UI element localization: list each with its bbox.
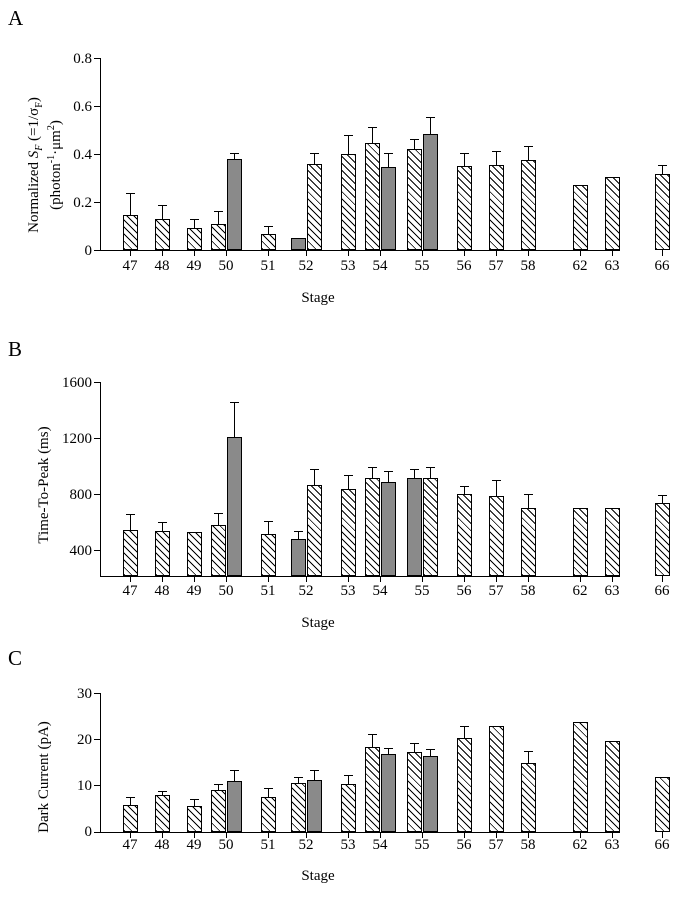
bar: [457, 738, 472, 832]
error-bar-cap: [190, 219, 199, 220]
panel-c: [0, 672, 670, 900]
error-bar-cap: [426, 467, 435, 468]
error-bar: [314, 470, 315, 485]
error-bar-cap: [230, 402, 239, 403]
error-bar: [464, 487, 465, 495]
x-tick-label: 55: [414, 258, 430, 274]
x-tick-label: 52: [298, 583, 314, 599]
panel-b-ylabel: Time-To-Peak (ms): [36, 426, 52, 544]
panel-a-ytick-4: 0.8: [73, 51, 92, 67]
error-bar-cap: [230, 770, 239, 771]
error-bar: [496, 481, 497, 496]
x-tick-label: 47: [122, 837, 138, 853]
bar: [423, 756, 438, 832]
panel-a-ylabel-line1: Normalized $S_F$ $(=1/\sigma_F)$: [26, 97, 45, 233]
error-bar-cap: [126, 514, 135, 515]
error-bar: [218, 212, 219, 224]
error-bar-cap: [384, 471, 393, 472]
bar: [227, 781, 242, 832]
bar: [155, 219, 170, 250]
bar: [211, 790, 226, 832]
bar: [407, 149, 422, 250]
error-bar: [130, 194, 131, 216]
x-tickmark: [528, 576, 529, 582]
bar: [381, 754, 396, 832]
x-tick-label: 51: [260, 837, 276, 853]
error-bar: [430, 468, 431, 478]
error-bar-cap: [310, 469, 319, 470]
error-bar: [194, 220, 195, 228]
x-tickmark: [268, 576, 269, 582]
bar: [211, 525, 226, 576]
bar: [381, 482, 396, 576]
x-tick-label: 50: [218, 258, 234, 274]
error-bar-cap: [264, 788, 273, 789]
x-tick-label: 52: [298, 258, 314, 274]
error-bar-cap: [368, 127, 377, 128]
x-tick-label: 57: [488, 258, 504, 274]
x-tickmark: [662, 576, 663, 582]
x-tickmark: [422, 576, 423, 582]
panel-c-bars: [100, 693, 620, 832]
error-bar: [162, 792, 163, 795]
bar: [341, 154, 356, 250]
error-bar: [218, 785, 219, 790]
x-tick-label: 53: [340, 258, 356, 274]
x-tickmark: [612, 576, 613, 582]
bar: [573, 722, 588, 832]
x-tickmark: [580, 250, 581, 256]
x-tick-label: 54: [372, 258, 388, 274]
error-bar: [130, 798, 131, 805]
panel-c-plot: [100, 693, 620, 832]
error-bar: [388, 154, 389, 167]
bar: [365, 478, 380, 576]
panel-letter-a: A: [8, 6, 24, 30]
error-bar: [314, 154, 315, 164]
x-tick-label: 56: [456, 583, 472, 599]
bar: [521, 160, 536, 250]
x-tickmark: [528, 250, 529, 256]
x-tick-label: 49: [186, 583, 202, 599]
error-bar: [388, 472, 389, 482]
x-tick-label: 62: [572, 837, 588, 853]
error-bar: [388, 749, 389, 755]
x-tickmark: [194, 576, 195, 582]
x-tick-label: 66: [654, 837, 670, 853]
panel-a-xaxis-title: Stage: [301, 290, 335, 306]
bar: [457, 166, 472, 250]
x-tick-label: 63: [604, 583, 620, 599]
error-bar-cap: [410, 469, 419, 470]
error-bar-cap: [214, 784, 223, 785]
x-tick-label: 66: [654, 258, 670, 274]
bar: [365, 143, 380, 250]
x-tick-label: 53: [340, 837, 356, 853]
bar: [341, 784, 356, 832]
error-bar-cap: [344, 475, 353, 476]
x-tick-label: 49: [186, 258, 202, 274]
x-tick-label: 56: [456, 837, 472, 853]
bar: [291, 539, 306, 576]
bar: [291, 783, 306, 832]
error-bar: [218, 514, 219, 526]
error-bar-cap: [524, 146, 533, 147]
panel-c-xaxis-title: Stage: [301, 868, 335, 884]
bar: [187, 228, 202, 250]
panel-a-bars: [100, 58, 620, 250]
error-bar: [372, 128, 373, 144]
bar: [521, 763, 536, 833]
error-bar: [372, 735, 373, 747]
bar: [261, 534, 276, 576]
bar: [307, 780, 322, 832]
panel-a-plot: [100, 58, 620, 250]
bar: [605, 508, 620, 576]
error-bar: [414, 744, 415, 751]
error-bar: [298, 778, 299, 783]
panel-c-ytick-1: 10: [77, 778, 92, 794]
bar: [155, 531, 170, 576]
x-tickmark: [380, 576, 381, 582]
error-bar: [372, 468, 373, 478]
panel-c-ytick-2: 20: [77, 732, 92, 748]
error-bar: [194, 800, 195, 806]
error-bar-cap: [310, 770, 319, 771]
panel-a-ylabel-line2: $(photon^{-1}\cdot\mu m^2)$: [46, 120, 64, 210]
x-tickmark: [422, 250, 423, 256]
bar: [605, 177, 620, 250]
error-bar-cap: [658, 165, 667, 166]
x-tickmark: [496, 250, 497, 256]
bar: [423, 478, 438, 576]
panel-b-bars: [100, 382, 620, 576]
x-tickmark: [380, 250, 381, 256]
error-bar: [528, 752, 529, 763]
bar: [573, 508, 588, 576]
bar: [573, 185, 588, 250]
error-bar-cap: [426, 117, 435, 118]
error-bar: [464, 727, 465, 739]
error-bar: [314, 771, 315, 780]
error-bar-cap: [214, 513, 223, 514]
panel-b-ytick-1: 800: [69, 487, 92, 503]
bar: [187, 806, 202, 832]
x-tick-label: 56: [456, 258, 472, 274]
x-tickmark: [580, 576, 581, 582]
bar: [227, 159, 242, 250]
x-tickmark: [464, 250, 465, 256]
panel-a: [0, 40, 670, 310]
error-bar-cap: [158, 205, 167, 206]
x-tick-label: 48: [154, 258, 170, 274]
x-tickmark: [268, 250, 269, 256]
x-tick-label: 55: [414, 583, 430, 599]
error-bar: [348, 476, 349, 489]
bar: [211, 224, 226, 250]
bar: [605, 741, 620, 832]
x-tickmark: [226, 576, 227, 582]
bar: [457, 494, 472, 576]
x-tick-label: 48: [154, 837, 170, 853]
panel-a-ytick-2: 0.4: [73, 147, 92, 163]
bar: [489, 726, 504, 832]
panel-b-plot: [100, 382, 620, 576]
x-tickmark: [348, 250, 349, 256]
panel-c-ylabel: Dark Current (pA): [36, 721, 52, 833]
x-tickmark: [130, 250, 131, 256]
error-bar: [268, 227, 269, 234]
error-bar: [234, 154, 235, 159]
error-bar-cap: [460, 726, 469, 727]
x-tick-label: 53: [340, 583, 356, 599]
x-tickmark: [662, 250, 663, 256]
error-bar-cap: [658, 495, 667, 496]
x-tick-label: 57: [488, 583, 504, 599]
error-bar-cap: [126, 797, 135, 798]
error-bar-cap: [294, 531, 303, 532]
x-tick-label: 49: [186, 837, 202, 853]
x-tick-label: 47: [122, 258, 138, 274]
bar: [365, 747, 380, 832]
error-bar-cap: [410, 139, 419, 140]
error-bar-cap: [410, 743, 419, 744]
error-bar-cap: [158, 791, 167, 792]
bar: [489, 165, 504, 250]
x-tick-label: 52: [298, 837, 314, 853]
x-tick-label: 66: [654, 583, 670, 599]
error-bar-cap: [368, 467, 377, 468]
error-bar-cap: [294, 777, 303, 778]
panel-c-ytick-0: 0: [84, 824, 92, 840]
error-bar: [234, 771, 235, 781]
error-bar: [528, 147, 529, 160]
bar: [291, 238, 306, 250]
error-bar-cap: [214, 211, 223, 212]
x-tick-label: 62: [572, 258, 588, 274]
error-bar: [662, 166, 663, 174]
x-tickmark: [496, 576, 497, 582]
error-bar-cap: [524, 494, 533, 495]
x-tick-label: 48: [154, 583, 170, 599]
bar: [123, 530, 138, 576]
x-tick-label: 54: [372, 583, 388, 599]
panel-c-x-axis: [100, 832, 620, 833]
error-bar-cap: [426, 749, 435, 750]
bar: [407, 478, 422, 576]
x-tick-label: 58: [520, 837, 536, 853]
x-tickmark: [226, 250, 227, 256]
error-bar-cap: [264, 521, 273, 522]
panel-b-ytick-2: 1200: [62, 431, 92, 447]
bar: [423, 134, 438, 250]
panel-a-ytick-3: 0.6: [73, 99, 92, 115]
panel-letter-b: B: [8, 337, 23, 361]
panel-b-x-axis: [100, 576, 620, 577]
error-bar-cap: [368, 734, 377, 735]
error-bar-cap: [492, 480, 501, 481]
panel-c-tickmark: [94, 832, 100, 833]
x-tickmark: [612, 250, 613, 256]
bar: [261, 234, 276, 250]
error-bar-cap: [344, 775, 353, 776]
error-bar-cap: [384, 153, 393, 154]
x-tick-label: 51: [260, 258, 276, 274]
panel-b: [0, 365, 670, 635]
error-bar: [348, 776, 349, 784]
error-bar: [268, 522, 269, 534]
error-bar-cap: [190, 799, 199, 800]
bar: [341, 489, 356, 576]
bar: [521, 508, 536, 576]
error-bar-cap: [460, 486, 469, 487]
error-bar-cap: [158, 522, 167, 523]
error-bar-cap: [126, 193, 135, 194]
x-tickmark: [306, 576, 307, 582]
panel-a-ytick-0: 0: [84, 243, 92, 259]
error-bar-cap: [344, 135, 353, 136]
x-tick-label: 55: [414, 837, 430, 853]
x-tick-label: 63: [604, 258, 620, 274]
error-bar: [528, 495, 529, 508]
error-bar: [430, 118, 431, 134]
x-tick-label: 62: [572, 583, 588, 599]
x-tick-label: 50: [218, 837, 234, 853]
bar: [123, 805, 138, 832]
bar: [489, 496, 504, 576]
bar: [655, 174, 670, 250]
error-bar: [162, 523, 163, 531]
x-tickmark: [306, 250, 307, 256]
bar: [307, 164, 322, 250]
panel-letter-c: C: [8, 646, 23, 670]
error-bar-cap: [384, 748, 393, 749]
x-tickmark: [194, 250, 195, 256]
x-tick-label: 54: [372, 837, 388, 853]
error-bar-cap: [524, 751, 533, 752]
error-bar-cap: [230, 153, 239, 154]
panel-a-x-axis: [100, 250, 620, 251]
x-tick-label: 50: [218, 583, 234, 599]
bar: [655, 503, 670, 576]
error-bar: [662, 496, 663, 502]
panel-b-ytick-0: 400: [69, 543, 92, 559]
x-tickmark: [348, 576, 349, 582]
bar: [381, 167, 396, 250]
panel-b-ytick-3: 1600: [62, 375, 92, 391]
x-tick-label: 58: [520, 583, 536, 599]
bar: [655, 777, 670, 832]
panel-b-xaxis-title: Stage: [301, 615, 335, 631]
x-tick-label: 57: [488, 837, 504, 853]
bar: [261, 797, 276, 832]
panel-a-tickmark: [94, 250, 100, 251]
error-bar-cap: [460, 153, 469, 154]
x-tickmark: [162, 576, 163, 582]
bar: [155, 795, 170, 832]
bar: [187, 532, 202, 576]
bar: [227, 437, 242, 576]
bar: [123, 215, 138, 250]
error-bar: [162, 206, 163, 219]
error-bar-cap: [264, 226, 273, 227]
error-bar: [268, 789, 269, 797]
x-tickmark: [162, 250, 163, 256]
x-tick-label: 63: [604, 837, 620, 853]
error-bar: [130, 515, 131, 530]
x-tick-label: 58: [520, 258, 536, 274]
error-bar-cap: [310, 153, 319, 154]
panel-c-ytick-3: 30: [77, 686, 92, 702]
x-tickmark: [130, 576, 131, 582]
x-tick-label: 51: [260, 583, 276, 599]
error-bar: [348, 136, 349, 154]
x-tickmark: [464, 576, 465, 582]
error-bar-cap: [492, 151, 501, 152]
panel-a-ytick-1: 0.2: [73, 195, 92, 211]
error-bar: [414, 140, 415, 150]
error-bar: [464, 154, 465, 166]
error-bar: [496, 152, 497, 165]
error-bar: [414, 470, 415, 478]
error-bar: [298, 532, 299, 539]
x-tick-label: 47: [122, 583, 138, 599]
bar: [307, 485, 322, 576]
bar: [407, 752, 422, 832]
error-bar: [234, 403, 235, 438]
error-bar: [430, 750, 431, 757]
